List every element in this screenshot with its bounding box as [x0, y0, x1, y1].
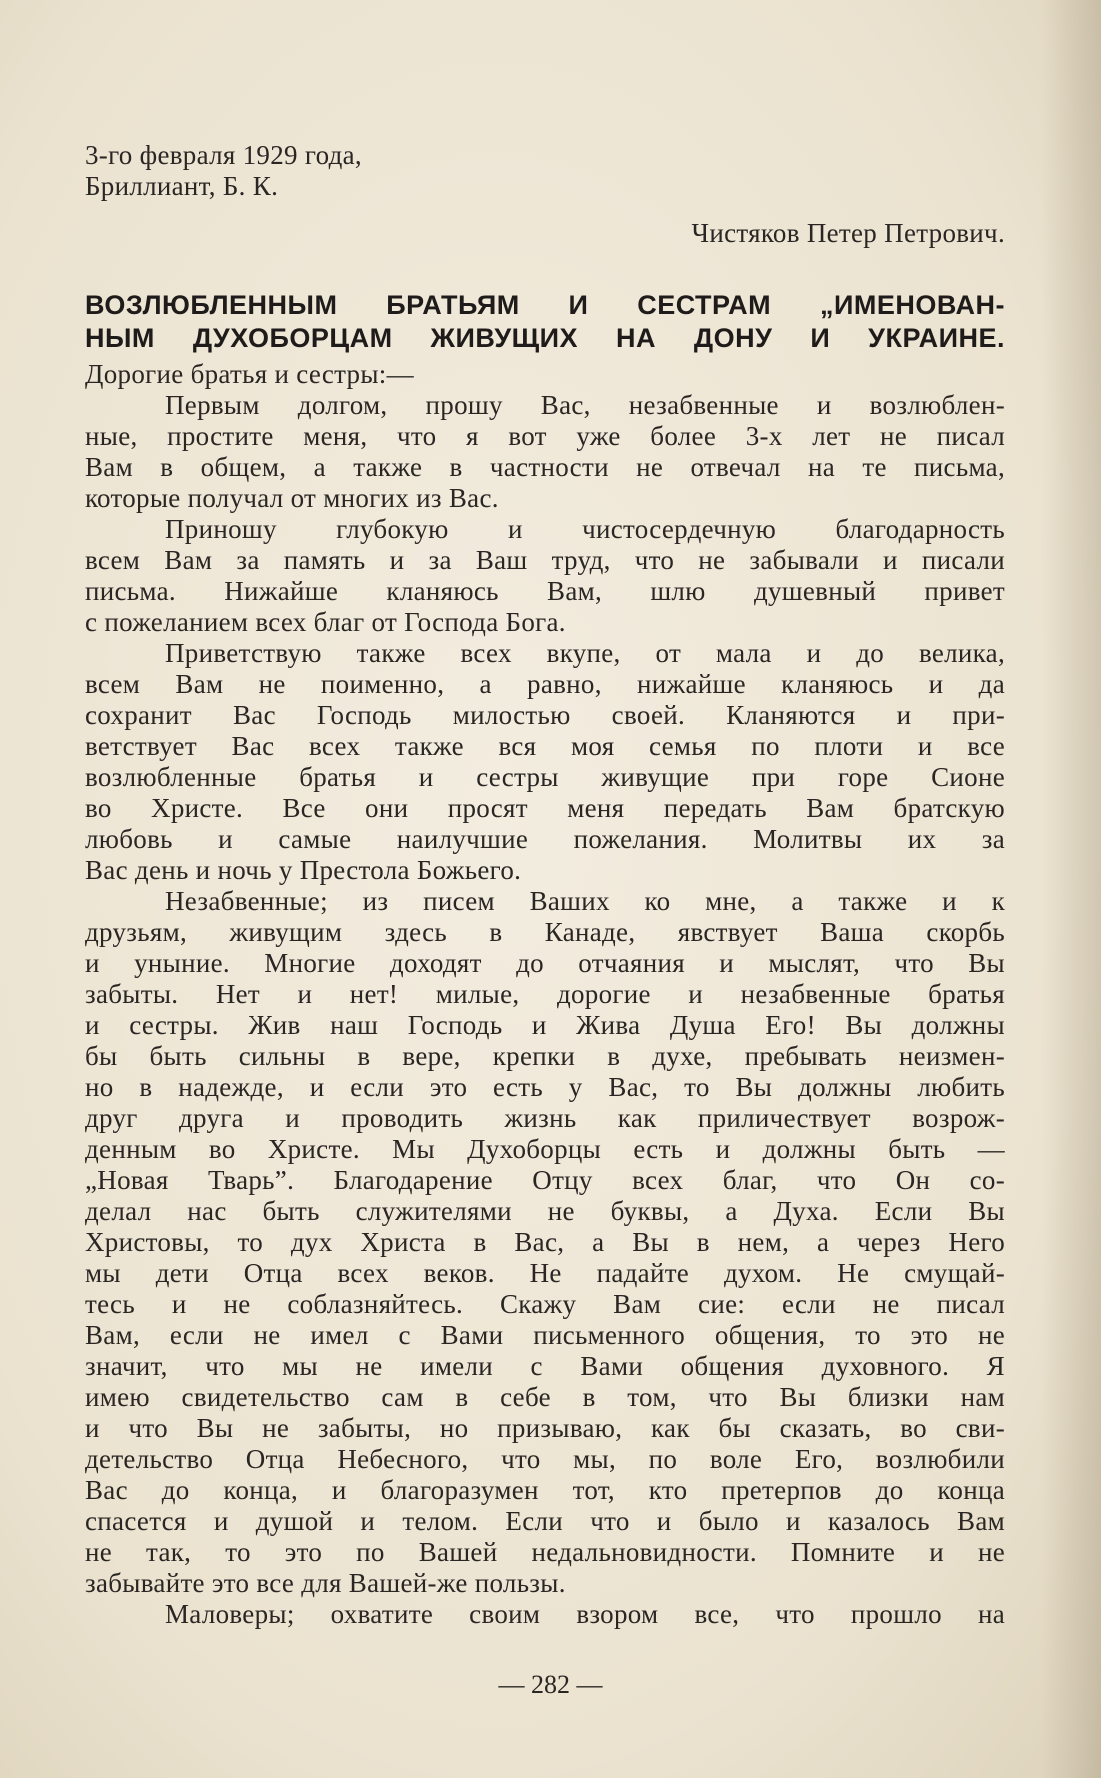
text-line: Вам, если не имел с Вами письменного общения, то это не: [85, 1320, 1005, 1350]
text-line: и уныние. Многие доходят до отчаяния и мыслят, что Вы: [85, 948, 1005, 978]
letter-body: [85, 390, 1005, 1630]
letter-date: 3-го февраля 1929 года,: [85, 140, 362, 170]
text-line: Вас до конца, и благоразумен тот, кто претерпов до конца: [85, 1475, 1005, 1505]
text-line: любовь и самые наилучшие пожелания. Молитвы их за: [85, 824, 1005, 854]
text-line: Маловеры; охватите своим взором все, что прошло на: [165, 1599, 1005, 1629]
paragraph: [85, 1599, 1005, 1630]
letter-signature: Чистяков Петер Петрович.: [691, 218, 1005, 248]
text-line: не так, то это по Вашей недальновидности. Помните и не: [85, 1537, 1005, 1567]
letter-place: Бриллиант, Б. К.: [85, 171, 279, 201]
paragraph: [85, 514, 1005, 638]
text-line: детельство Отца Небесного, что мы, по воле Его, возлюбили: [85, 1444, 1005, 1474]
heading-line: ВОЗЛЮБЛЕННЫМ БРАТЬЯМ И СЕСТРАМ „ИМЕНОВАН-: [85, 290, 1005, 320]
text-line: тесь и не соблазняйтесь. Скажу Вам сие: если не писал: [85, 1289, 1005, 1319]
text-line: которые получал от многих из Вас.: [85, 483, 499, 513]
text-line: всем Вам не поименно, а равно, нижайше кланяюсь и да: [85, 669, 1005, 699]
text-line: письма. Нижайше кланяюсь Вам, шлю душевный привет: [85, 576, 1005, 606]
letter-heading: [85, 289, 1005, 355]
text-line: Приветствую также всех вкупе, от мала и до велика,: [165, 638, 1005, 668]
paragraph: [85, 886, 1005, 1599]
text-line: бы быть сильны в вере, крепки в духе, пребывать неизмен-: [85, 1041, 1005, 1071]
text-line: „Новая Тварь”. Благодарение Отцу всех благ, что Он со-: [85, 1165, 1005, 1195]
text-line: друзьям, живущим здесь в Канаде, явствует Ваша скорбь: [85, 917, 1005, 947]
letter-text: [85, 140, 1005, 1630]
text-line: ветствует Вас всех также вся моя семья по плоти и все: [85, 731, 1005, 761]
text-line: мы дети Отца всех веков. Не падайте духом. Не смущай-: [85, 1258, 1005, 1288]
text-line: во Христе. Все они просят меня передать Вам братскую: [85, 793, 1005, 823]
text-line: значит, что мы не имели с Вами общения духовного. Я: [85, 1351, 1005, 1381]
text-line: ные, простите меня, что я вот уже более 3-х лет не писал: [85, 421, 1005, 451]
text-line: но в надежде, и если это есть у Вас, то Вы должны любить: [85, 1072, 1005, 1102]
text-line: делал нас быть служителями не буквы, а Духа. Если Вы: [85, 1196, 1005, 1226]
text-line: Вам в общем, а также в частности не отвечал на те письма,: [85, 452, 1005, 482]
text-line: денным во Христе. Мы Духоборцы есть и должны быть —: [85, 1134, 1005, 1164]
paragraph: [85, 390, 1005, 514]
text-line: Первым долгом, прошу Вас, незабвенные и возлюблен-: [165, 390, 1005, 420]
salutation: Дорогие братья и сестры:—: [85, 359, 414, 389]
text-line: всем Вам за память и за Ваш труд, что не забывали и писали: [85, 545, 1005, 575]
text-line: с пожеланием всех благ от Господа Бога.: [85, 607, 566, 637]
text-line: Приношу глубокую и чистосердечную благодарность: [165, 514, 1005, 544]
text-line: сохранит Вас Господь милостью своей. Кланяются и при-: [85, 700, 1005, 730]
text-line: забывайте это все для Вашей-же пользы.: [85, 1568, 566, 1598]
text-line: забыты. Нет и нет! милые, дорогие и незабвенные братья: [85, 979, 1005, 1009]
text-line: друг друга и проводить жизнь как приличествует возрож-: [85, 1103, 1005, 1133]
text-line: возлюбленные братья и сестры живущие при горе Сионе: [85, 762, 1005, 792]
paragraph: [85, 638, 1005, 886]
text-line: спасется и душой и телом. Если что и было и казалось Вам: [85, 1506, 1005, 1536]
page-edge-shadow: [1041, 0, 1101, 1778]
text-line: и сестры. Жив наш Господь и Жива Душа Его! Вы должны: [85, 1010, 1005, 1040]
text-line: Вас день и ночь у Престола Божьего.: [85, 855, 522, 885]
text-line: Незабвенные; из писем Ваших ко мне, а также и к: [165, 886, 1005, 916]
text-line: и что Вы не забыты, но призываю, как бы сказать, во сви-: [85, 1413, 1005, 1443]
heading-line: НЫМ ДУХОБОРЦАМ ЖИВУЩИХ НА ДОНУ И УКРАИНЕ.: [85, 323, 1005, 353]
text-line: Христовы, то дух Христа в Вас, а Вы в нем, а через Него: [85, 1227, 1005, 1257]
text-line: имею свидетельство сам в себе в том, что Вы близки нам: [85, 1382, 1005, 1412]
page-number: — 282 —: [498, 1670, 603, 1699]
